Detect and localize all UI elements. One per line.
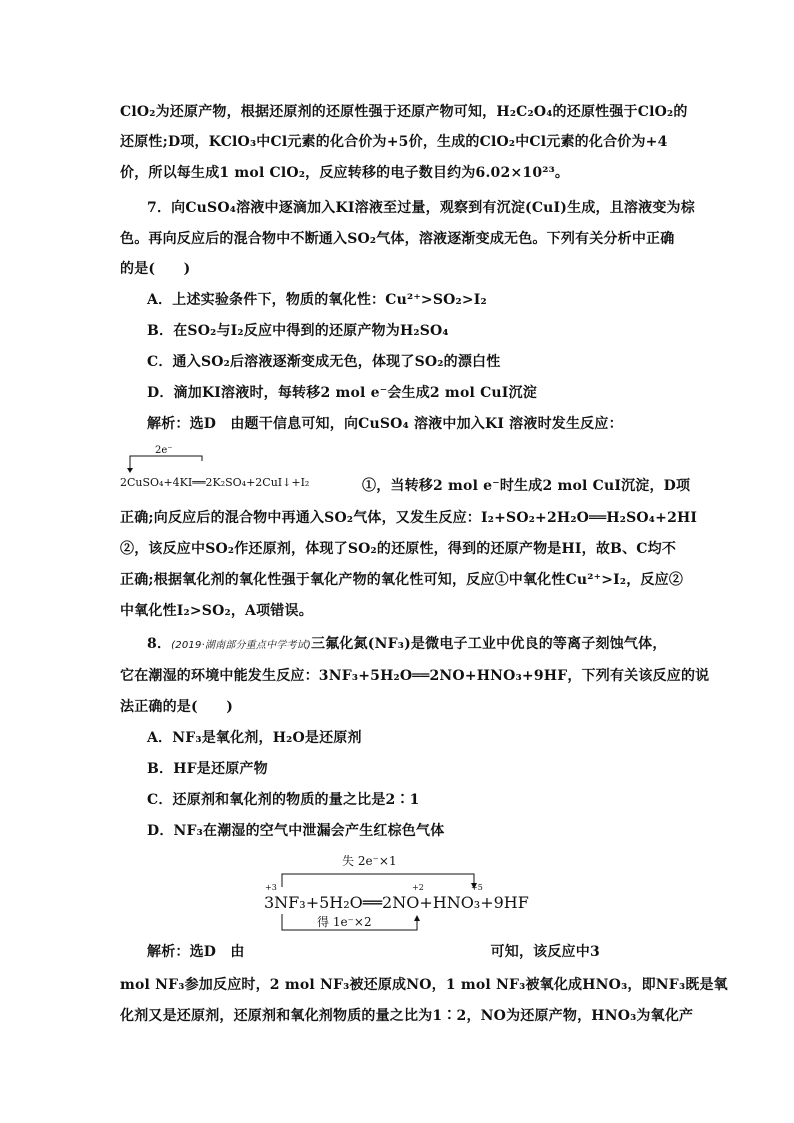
option-b: B．在SO₂与I₂反应中得到的还原产物为H₂SO₄ [147,323,449,339]
text-line: 还原性;D项，KClO₃中Cl元素的化合价为+5价，生成的ClO₂中Cl元素的化合价为+4 [120,134,668,150]
analysis-8-start: 解析：选D 由 [147,944,245,960]
text-line: 化剂又是还原剂，还原剂和氧化剂物质的量之比为1∶2，NO为还原产物，HNO₃为氧化产 [120,1008,694,1024]
option-d: D．NF₃在潮湿的空气中泄漏会产生红棕色气体 [147,823,445,839]
diagram2-oxnum-no: +2 [412,883,424,892]
diagram2-equation: 3NF₃+5H₂O══2NO+HNO₃+9HF [264,893,529,912]
diagram2-oxnum-n: +3 [265,883,277,892]
text-line: 正确;向反应后的混合物中再通入SO₂气体，又发生反应：I₂+SO₂+2H₂O══H₂SO₄+2HI [120,510,698,526]
question-8-source: (2019·湖南部分重点中学考试) [171,640,311,651]
electron-transfer-diagram-1 [118,441,358,493]
text-line: 正确;根据氧化剂的氧化性强于氧化产物的氧化性可知，反应①中氧化性Cu²⁺>I₂，反应② [120,572,684,588]
option-c: C．还原剂和氧化剂的物质的量之比是2∶1 [147,792,420,808]
electron-transfer-diagram-2 [262,852,562,938]
diagram1-bracket-line [130,456,202,471]
diagram1-arrowhead [127,468,133,473]
text-line: 它在潮湿的环境中能发生反应：3NF₃+5H₂O══2NO+HNO₃+9HF，下列有关该反应的说 [120,668,710,684]
text-line: ①，当转移2 mol e⁻时生成2 mol CuI沉淀，D项 [362,478,691,494]
text-line: mol NF₃参加反应时，2 mol NF₃被还原成NO，1 mol NF₃被氧化成HNO₃，即NF₃既是氧 [120,977,728,993]
diagram2-top-bracket [282,874,474,887]
text-line: ②，该反应中SO₂作还原剂，体现了SO₂的还原性，得到的还原产物是HI，故B、C均不 [120,541,677,557]
diagram1-transfer-label: 2e⁻ [155,445,173,456]
diagram2-bottom-arrowhead [414,915,420,921]
diagram2-oxnum-hno3: +5 [471,883,483,892]
diagram2-lose-label: 失 2e⁻×1 [342,854,397,868]
option-a: A．上述实验条件下，物质的氧化性：Cu²⁺>SO₂>I₂ [147,292,487,308]
analysis-8-cont: 可知，该反应中3 [490,944,600,960]
diagram1-equation: 2CuSO₄+4KI══2K₂SO₄+2CuI↓+I₂ [120,476,310,489]
question-8-text: 三氟化氮(NF₃)是微电子工业中优良的等离子刻蚀气体， [311,636,667,652]
option-b: B．HF是还原产物 [147,761,268,777]
diagram2-gain-label: 得 1e⁻×2 [317,915,372,929]
text-line: 法正确的是( ) [120,699,234,715]
question-8-stem [147,634,667,656]
text-line: 的是( ) [120,261,191,277]
option-d: D．滴加KI溶液时，每转移2 mol e⁻会生成2 mol CuI沉淀 [147,385,537,401]
text-line: 中氧化性I₂>SO₂，A项错误。 [120,603,313,619]
question-8-number: 8． [147,636,172,652]
question-7-stem: 7．向CuSO₄溶液中逐滴加入KI溶液至过量，观察到有沉淀(CuI)生成，且溶液变为棕 [147,200,695,216]
analysis-7: 解析：选D 由题干信息可知，向CuSO₄ 溶液中加入KI 溶液时发生反应： [147,416,623,432]
option-c: C．通入SO₂后溶液逐渐变成无色，体现了SO₂的漂白性 [147,354,501,370]
text-line: 色。再向反应后的混合物中不断通入SO₂气体，溶液逐渐变成无色。下列有关分析中正确 [120,231,675,247]
text-line: ClO₂为还原产物，根据还原剂的还原性强于还原产物可知，H₂C₂O₄的还原性强于ClO₂的 [120,104,688,120]
option-a: A．NF₃是氧化剂，H₂O是还原剂 [147,730,362,746]
analysis-8 [147,942,600,962]
text-line: 价，所以每生成1 mol ClO₂，反应转移的电子数目约为6.02×10²³。 [120,165,570,181]
